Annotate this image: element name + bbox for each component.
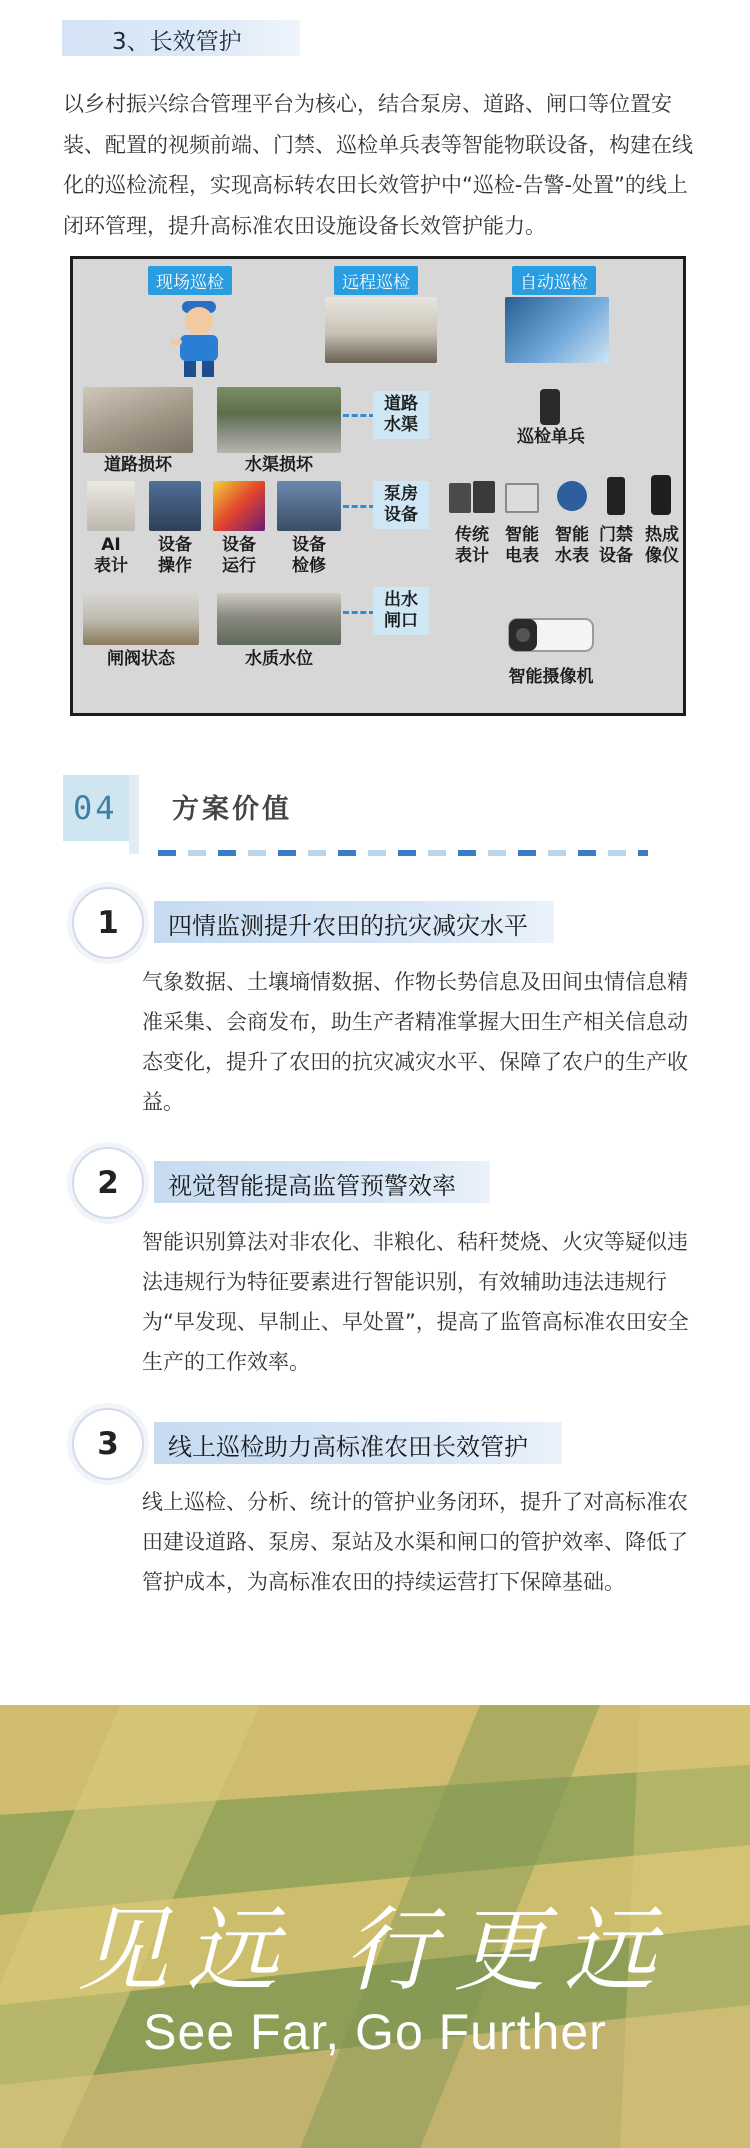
section-number: 04 xyxy=(73,789,118,827)
label-equip-operation: 设备 操作 xyxy=(158,535,192,576)
point-body: 线上巡检、分析、统计的管护业务闭环，提升了对高标准农田建设道路、泵房、泵站及水渠和闸口的管护效率、降低了管护成本，为高标准农田的持续运营打下保障基础。 xyxy=(142,1490,688,1594)
label-water-quality: 水质水位 xyxy=(245,649,313,669)
section-title: 3、长效管护 xyxy=(112,29,242,55)
point-number-circle: 3 xyxy=(72,1408,144,1480)
label-patrol-unit: 巡检单兵 xyxy=(517,427,585,447)
section-title-bar xyxy=(62,20,300,56)
label-equip-running: 设备 运行 xyxy=(222,535,256,576)
point-title: 四情监测提升农田的抗灾减灾水平 xyxy=(154,901,554,943)
point-title: 线上巡检助力高标准农田长效管护 xyxy=(154,1422,562,1464)
label-road-damage: 道路损坏 xyxy=(104,455,172,475)
connector-line xyxy=(343,414,375,417)
smart-electric-meter-icon xyxy=(505,483,539,513)
box-pump-equipment: 泵房 设备 xyxy=(373,481,429,529)
label-smart-water: 智能 水表 xyxy=(555,525,589,566)
label-thermal-imager: 热成 像仪 xyxy=(645,525,679,566)
thermal-running-photo xyxy=(213,481,265,531)
connector-line xyxy=(343,505,375,508)
label-smart-camera: 智能摄像机 xyxy=(508,667,594,687)
point-body: 智能识别算法对非农化、非粮化、秸秆焚烧、火灾等疑似违法违规行为特征要素进行智能识别，有效辅助违法违规行为“早发现、早制止、早处置”，提高了监管高标准农田安全生产的工作效率。 xyxy=(142,1230,689,1374)
patrol-unit-device-icon xyxy=(540,389,560,425)
traditional-meter-icon xyxy=(449,483,471,513)
point-body: 气象数据、土壤墒情数据、作物长势信息及田间虫情信息精准采集、会商发布，助生产者精准掌握大田生产相关信息动态变化，提升了农田的抗灾减灾水平、保障了农户的生产收益。 xyxy=(142,970,688,1114)
label-equip-repair: 设备 检修 xyxy=(292,535,326,576)
thermal-imager-icon xyxy=(651,475,671,515)
section-number-badge xyxy=(63,775,129,841)
box-outlet-gate: 出水 闸口 xyxy=(373,587,429,635)
point-number-circle: 1 xyxy=(72,887,144,959)
banner-calligraphy: 见远 行更远 xyxy=(76,1897,674,2004)
canal-damage-photo xyxy=(217,387,341,453)
road-damage-photo xyxy=(83,387,193,453)
access-control-device-icon xyxy=(607,477,625,515)
label-traditional-meter: 传统 表计 xyxy=(455,525,489,566)
label-smart-electric: 智能 电表 xyxy=(505,525,539,566)
label-canal-damage: 水渠损坏 xyxy=(245,455,313,475)
connector-line xyxy=(343,611,375,614)
smart-camera-icon xyxy=(505,613,597,657)
patrol-diagram xyxy=(70,256,686,716)
robot-arm-photo xyxy=(505,297,609,363)
ai-meter-photo xyxy=(87,481,135,531)
water-quality-photo xyxy=(217,593,341,645)
tag-remote-patrol: 远程巡检 xyxy=(334,266,418,295)
remote-monitoring-room-photo xyxy=(325,297,437,363)
equip-operation-photo xyxy=(149,481,201,531)
gate-status-photo xyxy=(83,593,199,645)
intro-paragraph: 以乡村振兴综合管理平台为核心，结合泵房、道路、闸口等位置安装、配置的视频前端、门禁、巡检单兵表等智能物联设备，构建在线化的巡检流程，实现高标转农田长效管护中“巡检-告警-处置”的线上闭环管理，提升高标准农田设施设备长效管护能力。 xyxy=(63,92,693,238)
traditional-meter-icon xyxy=(473,481,495,513)
badge-accent-bar xyxy=(129,775,139,854)
farmland-banner xyxy=(0,1705,750,2148)
banner-slogan: See Far, Go Further xyxy=(143,2004,607,2060)
point-title: 视觉智能提高监管预警效率 xyxy=(154,1161,490,1203)
dashed-divider xyxy=(158,850,648,856)
tag-auto-patrol: 自动巡检 xyxy=(512,266,596,295)
box-road-canal: 道路 水渠 xyxy=(373,391,429,439)
section-04-title: 方案价值 xyxy=(172,794,292,825)
label-ai-meter: AI 表计 xyxy=(94,535,128,576)
worker-icon xyxy=(168,295,230,379)
tag-onsite-patrol: 现场巡检 xyxy=(148,266,232,295)
smart-water-meter-icon xyxy=(557,481,587,511)
label-gate-status: 闸阀状态 xyxy=(107,649,175,669)
equip-repair-photo xyxy=(277,481,341,531)
label-access-device: 门禁 设备 xyxy=(599,525,633,566)
point-number-circle: 2 xyxy=(72,1147,144,1219)
